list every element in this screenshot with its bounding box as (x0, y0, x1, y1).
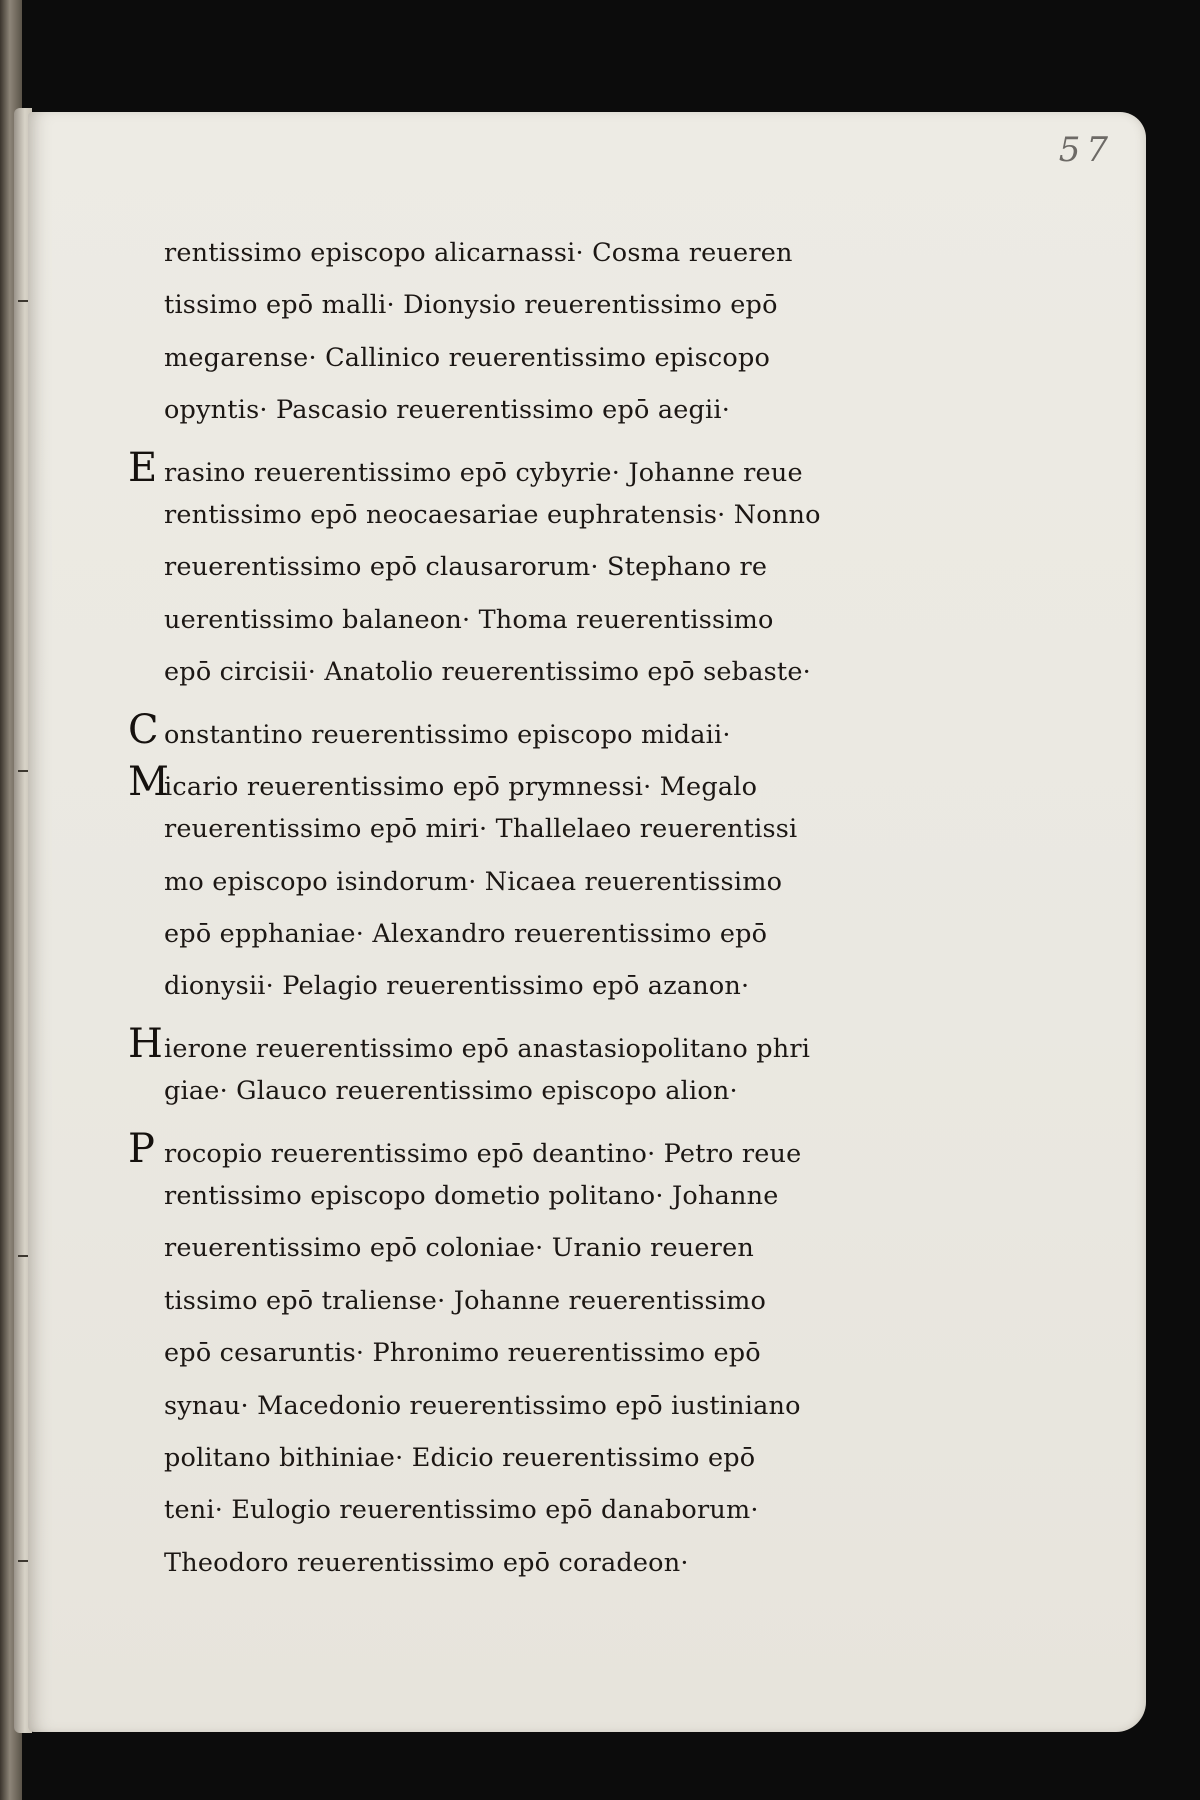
manuscript-line (128, 971, 928, 1023)
line-text: tissimo epō traliense· Johanne reuerentissimo (164, 1285, 767, 1316)
line-text: reuerentissimo epō coloniae· Uranio reueren (164, 1233, 754, 1264)
line-text: reuerentissimo epō miri· Thallelaeo reuerentissi (164, 814, 798, 845)
manuscript-line (128, 605, 928, 657)
initial-letter: M (128, 758, 170, 805)
manuscript-line (128, 1495, 928, 1547)
line-text: teni· Eulogio reuerentissimo epō danaborum· (164, 1495, 759, 1526)
line-text: uerentissimo balaneon· Thoma reuerentissimo (164, 604, 774, 635)
line-text: ierone reuerentissimo epō anastasiopolitano phri (164, 1033, 811, 1064)
manuscript-line (128, 1233, 928, 1285)
line-text: Theodoro reuerentissimo epō coradeon· (164, 1547, 689, 1578)
initial-letter: E (128, 444, 158, 491)
line-text: dionysii· Pelagio reuerentissimo epō azanon· (164, 971, 750, 1002)
manuscript-line (128, 552, 928, 604)
line-text: megarense· Callinico reuerentissimo episcopo (164, 342, 771, 373)
manuscript-line (128, 1443, 928, 1495)
line-text: rentissimo episcopo dometio politano· Johanne (164, 1181, 779, 1212)
manuscript-line (128, 500, 928, 552)
manuscript-line (128, 706, 928, 762)
initial-letter: P (128, 1125, 156, 1172)
manuscript-line (128, 1548, 928, 1600)
manuscript-line (128, 1181, 928, 1233)
manuscript-line (128, 1020, 928, 1076)
manuscript-text-block (128, 238, 928, 1600)
manuscript-line (128, 867, 928, 919)
manuscript-line (128, 1338, 928, 1390)
manuscript-line (128, 919, 928, 971)
line-text: epō cesaruntis· Phronimo reuerentissimo epō (164, 1338, 761, 1369)
folio-number: 57 (1058, 130, 1114, 170)
manuscript-line (128, 343, 928, 395)
line-text: rasino reuerentissimo epō cybyrie· Johanne reue (164, 457, 803, 488)
manuscript-line (128, 1391, 928, 1443)
manuscript-line (128, 657, 928, 709)
manuscript-line (128, 814, 928, 866)
line-text: mo episcopo isindorum· Nicaea reuerentissimo (164, 866, 783, 897)
line-text: synau· Macedonio reuerentissimo epō iustiniano (164, 1390, 801, 1421)
line-text: reuerentissimo epō clausarorum· Stephano re (164, 552, 768, 583)
line-text: rocopio reuerentissimo epō deantino· Petro reue (164, 1138, 802, 1169)
manuscript-line (128, 290, 928, 342)
manuscript-line (128, 1076, 928, 1128)
initial-letter: H (128, 1020, 164, 1067)
manuscript-line (128, 444, 928, 500)
line-text: onstantino reuerentissimo episcopo midaii· (164, 719, 731, 750)
line-text: giae· Glauco reuerentissimo episcopo alion· (164, 1076, 738, 1107)
line-text: epō circisii· Anatolio reuerentissimo epō sebaste· (164, 657, 811, 688)
manuscript-line (128, 758, 928, 814)
line-text: icario reuerentissimo epō prymnessi· Megalo (164, 771, 758, 802)
initial-letter: C (128, 706, 159, 753)
line-text: rentissimo epō neocaesariae euphratensis· Nonno (164, 499, 821, 530)
manuscript-line (128, 238, 928, 290)
line-text: opyntis· Pascasio reuerentissimo epō aegii· (164, 395, 731, 426)
manuscript-line (128, 395, 928, 447)
line-text: epō epphaniae· Alexandro reuerentissimo epō (164, 919, 768, 950)
manuscript-line (128, 1125, 928, 1181)
line-text: tissimo epō malli· Dionysio reuerentissimo epō (164, 290, 778, 321)
line-text: politano bithiniae· Edicio reuerentissimo epō (164, 1442, 756, 1473)
line-text: rentissimo episcopo alicarnassi· Cosma reueren (164, 238, 793, 268)
manuscript-line (128, 1286, 928, 1338)
